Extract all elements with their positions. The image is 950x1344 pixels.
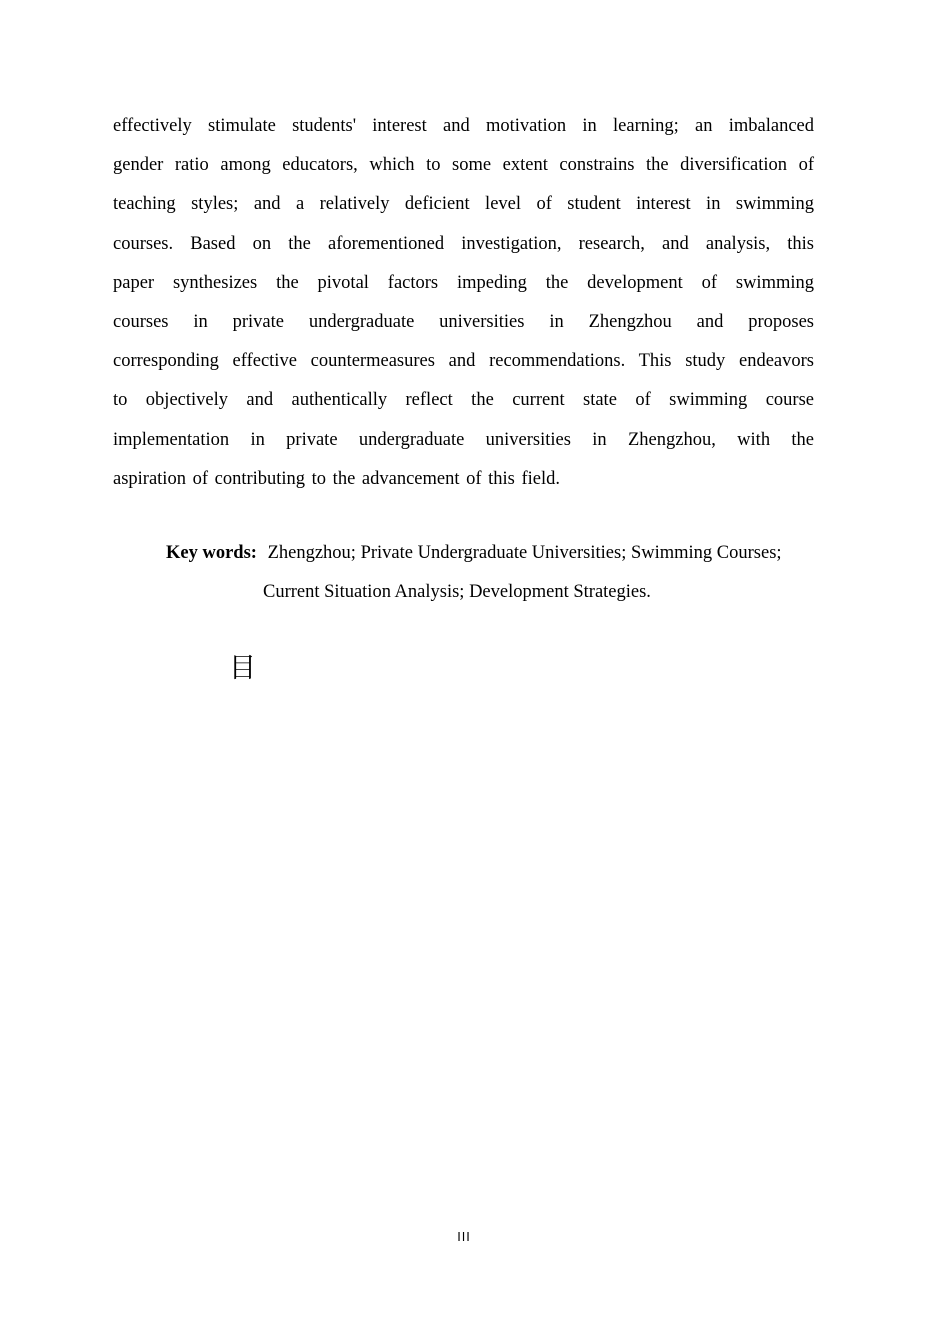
keywords-line-1 — [166, 534, 816, 573]
abstract-line: implementation in private undergraduate universities in Zhengzhou, with the — [113, 429, 814, 450]
abstract-line: courses. Based on the aforementioned investigation, research, and analysis, this — [113, 233, 814, 254]
keywords-line-2: Current Situation Analysis; Development Strategies. — [263, 582, 651, 602]
abstract-line: courses in private undergraduate universities in Zhengzhou and proposes — [113, 311, 814, 332]
keywords-block — [166, 534, 816, 612]
abstract-line: paper synthesizes the pivotal factors impeding the development of swimming — [113, 272, 814, 293]
abstract-line: teaching styles; and a relatively deficient level of student interest in swimming — [113, 194, 814, 215]
page-number: III — [457, 1230, 471, 1244]
abstract-line: corresponding effective countermeasures and recommendations. This study endeavors — [113, 351, 814, 372]
abstract-line: aspiration of contributing to the advancement of this field. — [113, 468, 561, 489]
abstract-line: effectively stimulate students' interest and motivation in learning; an imbalanced — [113, 116, 814, 136]
abstract-line: gender ratio among educators, which to some extent constrains the diversification of — [113, 155, 814, 176]
toc-heading-fragment: 目 — [229, 653, 256, 684]
keywords-label: Key words: — [166, 543, 257, 563]
abstract-line: to objectively and authentically reflect the current state of swimming course — [113, 390, 814, 411]
abstract-body — [113, 107, 814, 499]
keywords-text: Zhengzhou; Private Undergraduate Universities; Swimming Courses; — [267, 543, 782, 563]
